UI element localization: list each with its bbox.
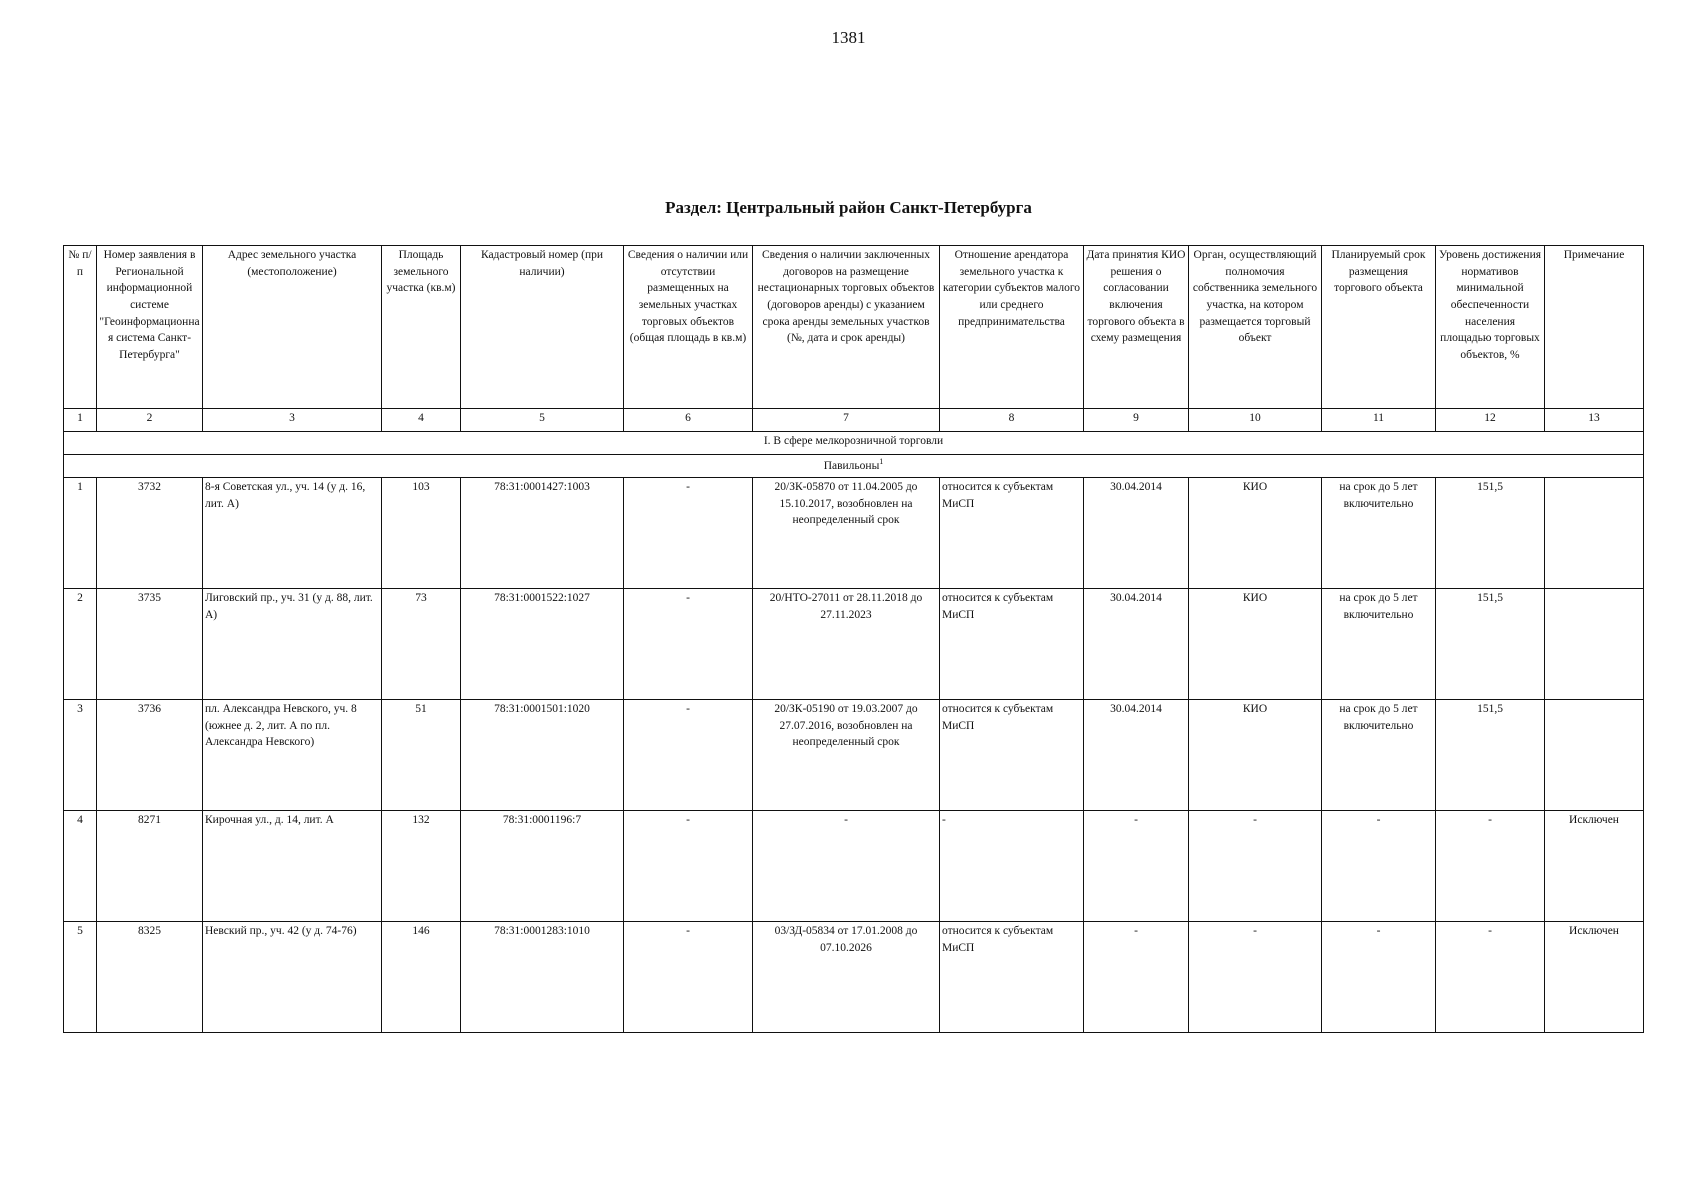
column-number: 13: [1545, 409, 1644, 432]
group-row: [64, 432, 1644, 455]
cell-cadastral: 78:31:0001501:1020: [461, 700, 624, 811]
cell-existing-objects: -: [624, 811, 753, 922]
group-label: I. В сфере мелкорозничной торговли: [64, 432, 1644, 455]
header-cell-note: Примечание: [1545, 246, 1644, 409]
cell-number: 2: [64, 589, 97, 700]
column-number: 2: [97, 409, 203, 432]
cell-contracts: -: [753, 811, 940, 922]
header-cell-smb-category: Отношение арендатора земельного участка к категории субъектов малого или среднего предпринимательства: [940, 246, 1084, 409]
cell-smb-category: относится к субъектам МиСП: [940, 700, 1084, 811]
cell-smb-category: относится к субъектам МиСП: [940, 922, 1084, 1033]
cell-norm-level: 151,5: [1436, 700, 1545, 811]
cell-planned-term: на срок до 5 лет включительно: [1322, 478, 1436, 589]
header-cell-planned-term: Планируемый срок размещения торгового объекта: [1322, 246, 1436, 409]
cell-note: Исключен: [1545, 922, 1644, 1033]
cell-application: 3732: [97, 478, 203, 589]
cell-owner-authority: -: [1189, 811, 1322, 922]
cell-address: пл. Александра Невского, уч. 8 (южнее д. 2, лит. А по пл. Александра Невского): [203, 700, 382, 811]
cell-number: 1: [64, 478, 97, 589]
cell-cadastral: 78:31:0001196:7: [461, 811, 624, 922]
cell-cadastral: 78:31:0001522:1027: [461, 589, 624, 700]
table-row: [64, 700, 1644, 811]
cell-cadastral: 78:31:0001427:1003: [461, 478, 624, 589]
header-row: [64, 246, 1644, 409]
section-title: Раздел: Центральный район Санкт-Петербурга: [665, 198, 1032, 217]
cell-application: 8271: [97, 811, 203, 922]
cell-smb-category: -: [940, 811, 1084, 922]
cell-smb-category: относится к субъектам МиСП: [940, 589, 1084, 700]
cell-planned-term: на срок до 5 лет включительно: [1322, 589, 1436, 700]
column-number: 10: [1189, 409, 1322, 432]
cell-norm-level: -: [1436, 811, 1545, 922]
cell-norm-level: 151,5: [1436, 478, 1545, 589]
header-cell-owner-authority: Орган, осуществляющий полномочия собственника земельного участка, на котором размещается торговый объект: [1189, 246, 1322, 409]
cell-kio-date: 30.04.2014: [1084, 589, 1189, 700]
header-cell-application: Номер заявления в Региональной информационной системе "Геоинформационная система Санкт-Петербурга": [97, 246, 203, 409]
cell-kio-date: 30.04.2014: [1084, 700, 1189, 811]
subgroup-cell: [64, 455, 1644, 478]
cell-application: 8325: [97, 922, 203, 1033]
cell-contracts: 20/ЗК-05190 от 19.03.2007 до 27.07.2016, возобновлен на неопределенный срок: [753, 700, 940, 811]
cell-existing-objects: -: [624, 922, 753, 1033]
column-number: 8: [940, 409, 1084, 432]
cell-norm-level: -: [1436, 922, 1545, 1033]
cell-address: 8-я Советская ул., уч. 14 (у д. 16, лит. А): [203, 478, 382, 589]
header-cell-norm-level: Уровень достижения нормативов минимальной обеспеченности населения площадью торговых объектов, %: [1436, 246, 1545, 409]
column-number: 3: [203, 409, 382, 432]
cell-application: 3735: [97, 589, 203, 700]
cell-area: 51: [382, 700, 461, 811]
cell-note: [1545, 589, 1644, 700]
page-number: 1381: [831, 28, 866, 47]
cell-note: [1545, 700, 1644, 811]
cell-planned-term: на срок до 5 лет включительно: [1322, 700, 1436, 811]
cell-cadastral: 78:31:0001283:1010: [461, 922, 624, 1033]
cell-area: 73: [382, 589, 461, 700]
subgroup-label: Павильоны: [823, 459, 880, 472]
cell-note: Исключен: [1545, 811, 1644, 922]
cell-owner-authority: КИО: [1189, 700, 1322, 811]
header-cell-address: Адрес земельного участка (местоположение): [203, 246, 382, 409]
subgroup-footnote: 1: [879, 457, 884, 466]
cell-address: Кирочная ул., д. 14, лит. А: [203, 811, 382, 922]
cell-number: 3: [64, 700, 97, 811]
cell-application: 3736: [97, 700, 203, 811]
column-number: 11: [1322, 409, 1436, 432]
header-cell-contracts: Сведения о наличии заключенных договоров на размещение нестационарных торговых объектов (договоров аренды) с указанием срока аренды земельных участков (№, дата и срок аренды): [753, 246, 940, 409]
header-cell-cadastral: Кадастровый номер (при наличии): [461, 246, 624, 409]
cell-address: Лиговский пр., уч. 31 (у д. 88, лит. А): [203, 589, 382, 700]
column-number-row: [64, 409, 1644, 432]
header-cell-number: № п/п: [64, 246, 97, 409]
cell-contracts: 20/НТО-27011 от 28.11.2018 до 27.11.2023: [753, 589, 940, 700]
table-row: [64, 589, 1644, 700]
column-number: 4: [382, 409, 461, 432]
register-table: [63, 245, 1644, 1033]
header-cell-existing-objects: Сведения о наличии или отсутствии размещенных на земельных участках торговых объектов (общая площадь в кв.м): [624, 246, 753, 409]
column-number: 7: [753, 409, 940, 432]
column-number: 12: [1436, 409, 1545, 432]
cell-existing-objects: -: [624, 589, 753, 700]
cell-existing-objects: -: [624, 478, 753, 589]
column-number: 6: [624, 409, 753, 432]
cell-owner-authority: КИО: [1189, 478, 1322, 589]
cell-planned-term: -: [1322, 922, 1436, 1033]
header-cell-kio-date: Дата принятия КИО решения о согласовании включения торгового объекта в схему размещения: [1084, 246, 1189, 409]
cell-norm-level: 151,5: [1436, 589, 1545, 700]
cell-number: 5: [64, 922, 97, 1033]
table-row: [64, 478, 1644, 589]
cell-area: 146: [382, 922, 461, 1033]
cell-owner-authority: -: [1189, 922, 1322, 1033]
cell-number: 4: [64, 811, 97, 922]
cell-kio-date: 30.04.2014: [1084, 478, 1189, 589]
cell-note: [1545, 478, 1644, 589]
cell-existing-objects: -: [624, 700, 753, 811]
cell-area: 103: [382, 478, 461, 589]
column-number: 9: [1084, 409, 1189, 432]
table-row: [64, 922, 1644, 1033]
cell-owner-authority: КИО: [1189, 589, 1322, 700]
cell-kio-date: -: [1084, 922, 1189, 1033]
cell-area: 132: [382, 811, 461, 922]
cell-smb-category: относится к субъектам МиСП: [940, 478, 1084, 589]
column-number: 5: [461, 409, 624, 432]
subgroup-row: [64, 455, 1644, 478]
column-number: 1: [64, 409, 97, 432]
cell-contracts: 20/ЗК-05870 от 11.04.2005 до 15.10.2017, возобновлен на неопределенный срок: [753, 478, 940, 589]
table-row: [64, 811, 1644, 922]
cell-kio-date: -: [1084, 811, 1189, 922]
cell-planned-term: -: [1322, 811, 1436, 922]
cell-contracts: 03/ЗД-05834 от 17.01.2008 до 07.10.2026: [753, 922, 940, 1033]
cell-address: Невский пр., уч. 42 (у д. 74-76): [203, 922, 382, 1033]
header-cell-area: Площадь земельного участка (кв.м): [382, 246, 461, 409]
